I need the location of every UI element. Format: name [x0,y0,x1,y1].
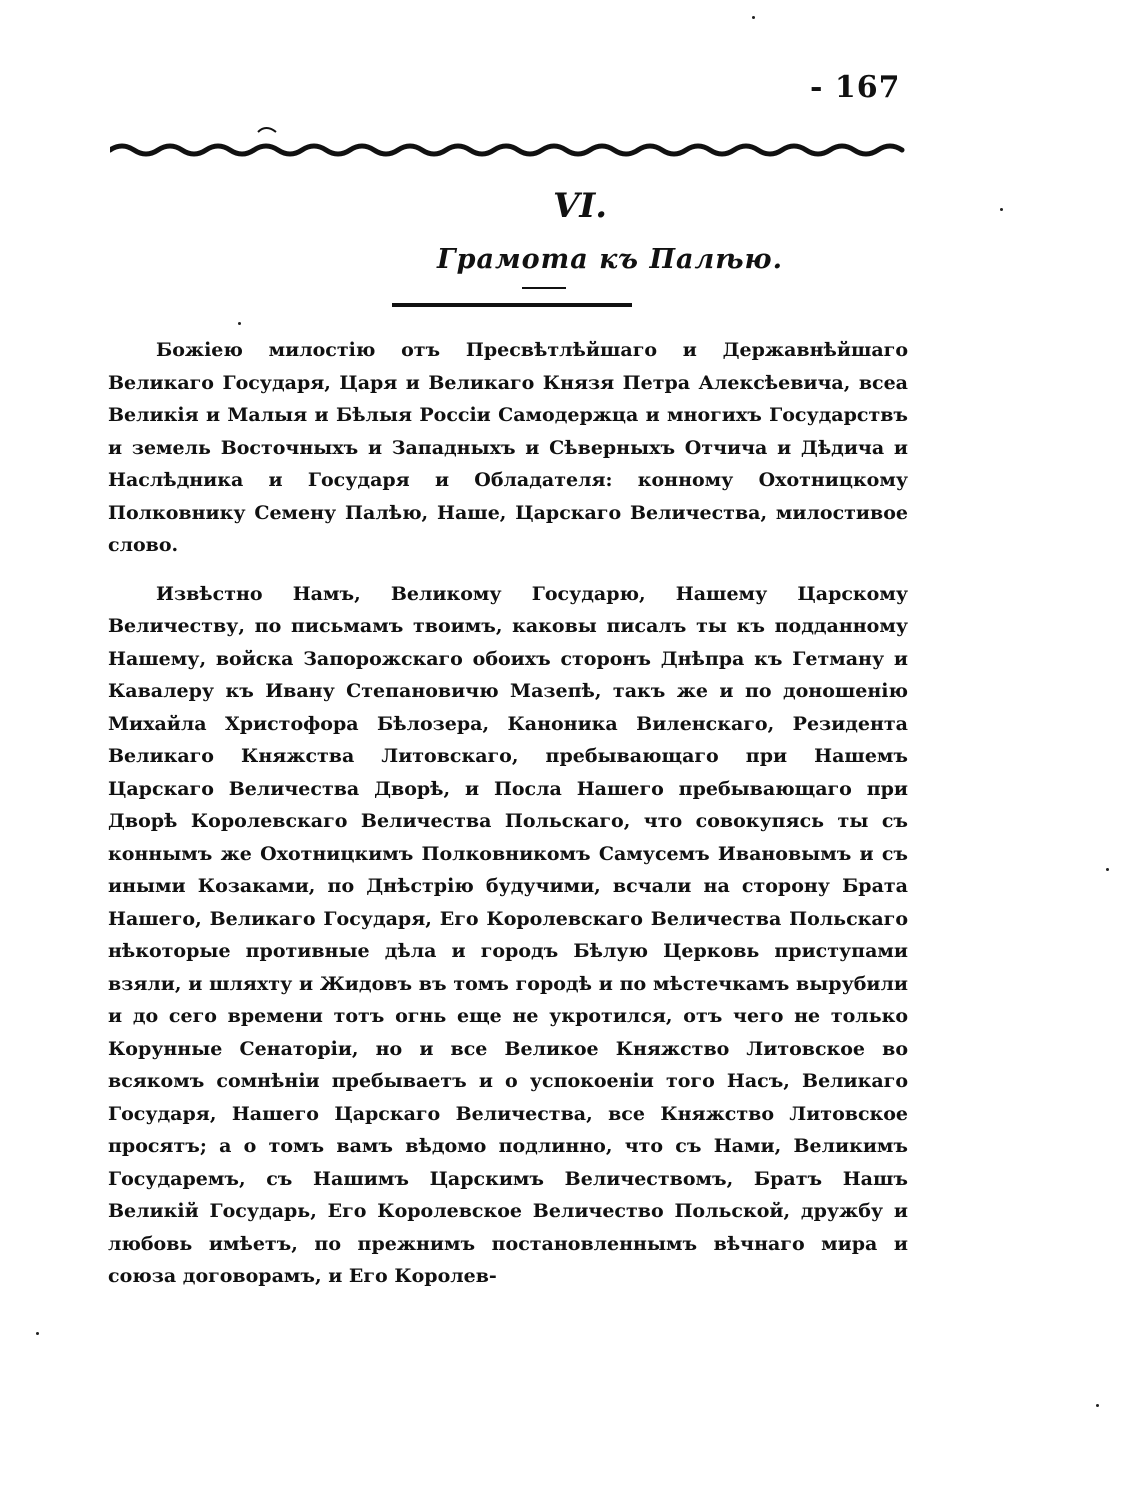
body-text [108,334,908,1293]
wavy-rule-ornament [110,120,910,180]
paragraph-salutation: Божіею милостію отъ Пресвѣтлѣйшаго и Державнѣйшаго Великаго Государя, Царя и Великаго Князя Петра Алексѣевича, всеа Великія и Малыя и Бѣлыя Россіи Самодержца и многихъ Государствъ и земель Восточныхъ и Западныхъ и Сѣверныхъ Отчича и Дѣдича и Наслѣдника и Государя и Обладателя: конному Охотницкому Полковнику Семену Палѣю, Наше, Царскаго Величества, милостивое слово. [108,339,908,556]
title-rule [392,303,632,307]
paragraph-main: Извѣстно Намъ, Великому Государю, Нашему Царскому Величеству, по письмамъ твоимъ, каковы писалъ ты къ подданному Нашему, войска Запорожскаго обоихъ сторонъ Днѣпра къ Гетману и Кавалеру къ Ивану Степановичю Мазепѣ, такъ же и по доношенію Михайла Христофора Бѣлозера, Каноника Виленскаго, Резидента Великаго Княжства Литовскаго, пребывающаго при Нашемъ Царскаго Величества Дворѣ, и Посла Нашего пребывающаго при Дворѣ Королевскаго Величества Польскаго, что совокупясь ты съ коннымъ же Охотницкимъ Полковникомъ Самусемъ Ивановымъ и съ иными Козаками, по Днѣстрію будучими, всчали на сторону Брата Нашего, Великаго Государя, Его Королевскаго Величества Польскаго нѣкоторые противные дѣла и городъ Бѣлую Церковь приступами взяли, и шляхту и Жидовъ въ томъ городѣ и по мѣстечкамъ вырубили и до сего времени тотъ огнь еще не укротился, отъ чего не только Корунные Сенаторіи, но и все Великое Княжство Литовское во всякомъ сомнѣніи пребываетъ и о успокоеніи того Насъ, Великаго Государя, Нашего Царскаго Величества, все Княжство Литовское просятъ; а о томъ вамъ вѣдомо подлинно, что съ Нами, Великимъ Государемъ, съ Нашимъ Царскимъ Величествомъ, Братъ Нашъ Великій Государь, Его Королевское Величество Польской, дружбу и любовь имѣетъ, по прежнимъ постановленнымъ вѣчнаго мира и союза договорамъ, и Его Королев- [108,582,908,1287]
section-number: VI. [552,186,608,226]
paper-speck [36,1332,39,1335]
paper-speck [1106,868,1109,871]
paper-speck [1000,208,1003,211]
document-title: Грамота къ Палѣю. [436,244,783,275]
paper-speck [1096,1404,1099,1407]
title-short-rule [522,287,566,289]
paper-speck [238,322,241,325]
paper-speck [752,16,755,19]
page-number: - 167 [810,70,901,105]
